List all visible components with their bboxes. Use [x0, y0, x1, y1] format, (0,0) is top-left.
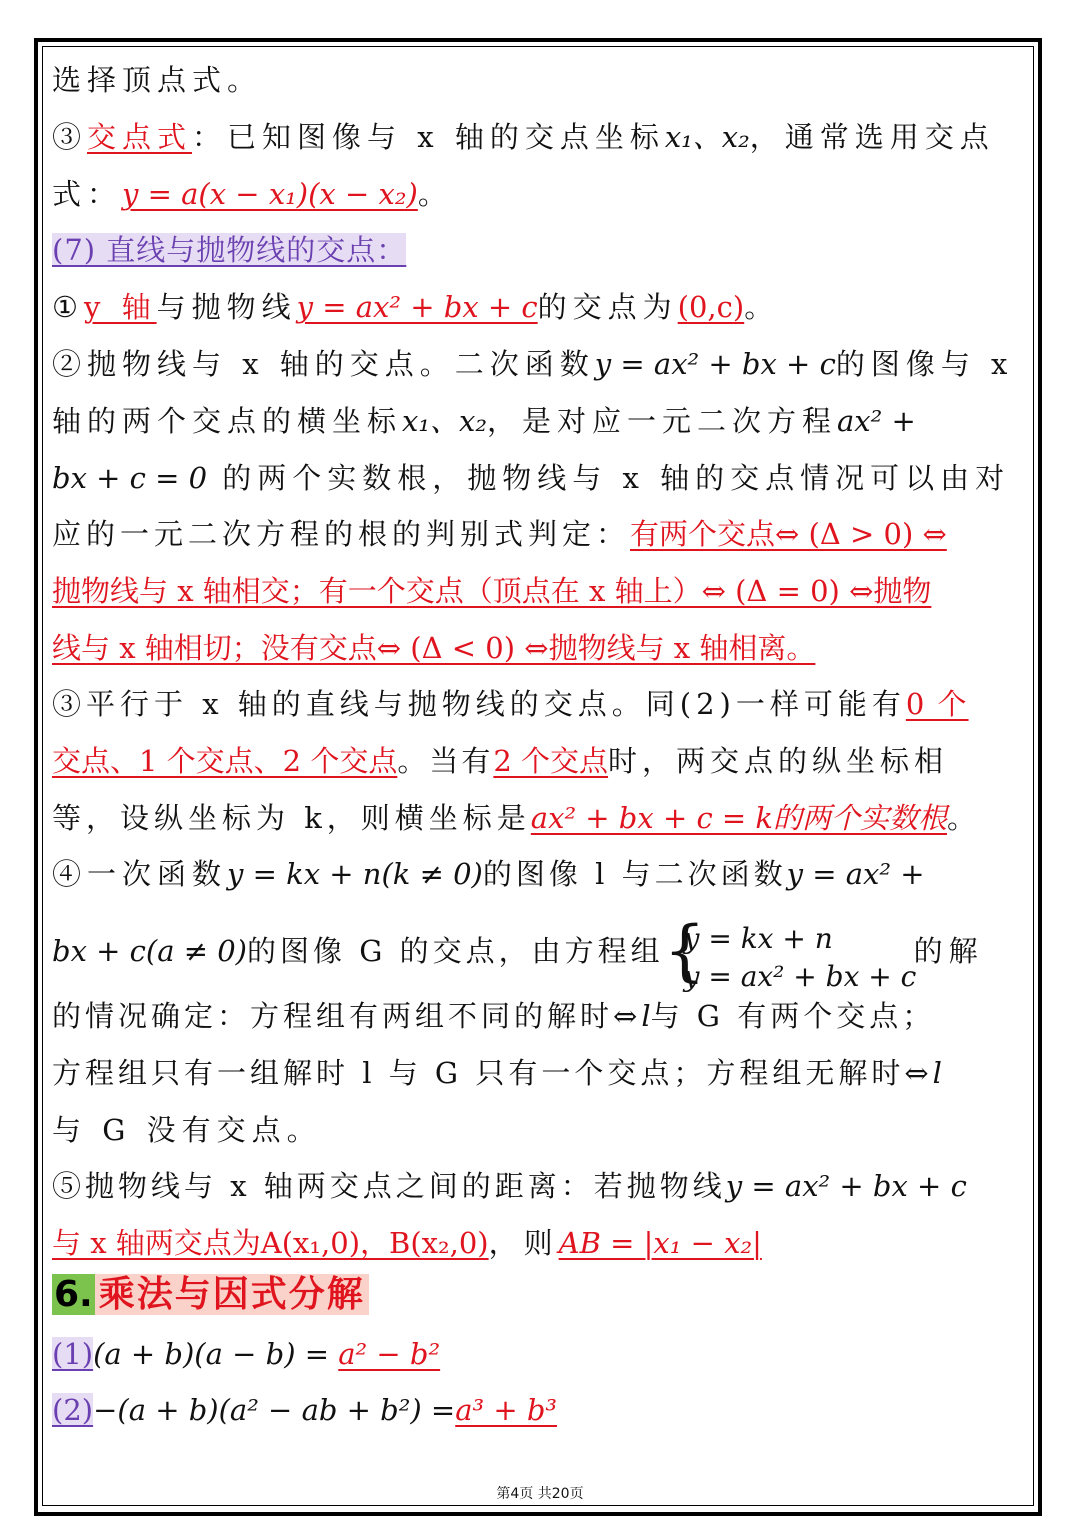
text: ⑤抛物线与 x 轴两交点之间的距离：若抛物线 — [52, 1169, 726, 1203]
section-title: 乘法与因式分解 — [95, 1274, 369, 1315]
page-footer: 第4页 共20页 — [496, 1486, 584, 1502]
text: 轴的两个交点的横坐标 — [52, 404, 403, 438]
section-heading — [52, 1270, 369, 1320]
text-line — [52, 458, 1010, 498]
text-line — [52, 401, 916, 441]
highlight-formula: ax² + bx + c = k的两个实数根 — [530, 801, 948, 835]
math: x₁、x₂ — [402, 404, 487, 438]
text-line — [52, 741, 948, 781]
math: ax² + — [837, 404, 916, 438]
text-line — [52, 798, 982, 838]
text-line — [52, 1166, 967, 1206]
text: 的情况确定：方程组有两组不同的解时⇔ — [52, 999, 642, 1033]
math: y = ax² + bx + c — [725, 1169, 967, 1203]
text-line — [52, 60, 262, 100]
text: 等，设纵坐标为 k，则横坐标是 — [52, 801, 531, 835]
highlight-text: 线与 x 轴相切；没有交点⇔ (Δ < 0) ⇔抛物线与 x 轴相离。 — [52, 631, 816, 665]
highlight-term: y 轴 — [84, 290, 157, 324]
text-line — [52, 854, 925, 894]
text: ，通常选用交点 — [749, 120, 995, 154]
highlight-formula: AB = |x₁ − x₂| — [558, 1226, 762, 1260]
math: y = kx + n(k ≠ 0) — [227, 857, 483, 891]
math: bx + c(a ≠ 0) — [52, 934, 247, 968]
text: ④一次函数 — [52, 857, 228, 891]
text-line — [52, 628, 815, 668]
math: y = ax² + — [786, 857, 925, 891]
highlight-formula: y = a(x − x₁)(x − x₂) — [122, 177, 418, 211]
system-row: y = kx + n — [683, 922, 833, 955]
text: 方程组只有一组解时 l 与 G 只有一个交点；方程组无解时⇔ — [52, 1056, 933, 1090]
text: 式： — [52, 177, 123, 211]
text: ②抛物线与 x 轴的交点。二次函数 — [52, 347, 595, 381]
highlight-text: 与 x 轴两交点为A(x₁,0)，B(x₂,0) — [52, 1226, 489, 1260]
text: 。 — [417, 177, 453, 211]
math: l — [641, 999, 651, 1033]
formula-label: (2) — [52, 1393, 94, 1427]
text: 与 G 没有交点。 — [52, 1113, 322, 1147]
text-line — [52, 514, 947, 554]
section-number: 6. — [54, 1274, 93, 1315]
text: 与抛物线 — [156, 290, 297, 324]
text: 选择顶点式。 — [52, 63, 263, 97]
math: x₁、x₂ — [664, 120, 750, 154]
text: 的图像 l 与二次函数 — [482, 857, 787, 891]
text: 的两个实数根，抛物线与 x 轴的交点情况可以由对 — [207, 461, 1011, 495]
text-line — [52, 571, 931, 611]
math: bx + c = 0 — [52, 461, 208, 495]
text-line — [52, 1053, 942, 1093]
formula-label: (1) — [52, 1337, 94, 1371]
text: 时，两交点的纵坐标相 — [608, 744, 949, 778]
highlight-term: (0,c) — [677, 290, 745, 324]
math: l — [932, 1056, 942, 1090]
system-row: y = ax² + bx + c — [683, 960, 917, 993]
formula-line — [52, 1334, 440, 1374]
highlight-text: 有两个交点⇔ (Δ > 0) ⇔ — [630, 517, 947, 551]
text-line — [52, 117, 995, 157]
highlight-formula: y = ax² + bx + c — [296, 290, 538, 324]
text: ，是对应一元二次方程 — [486, 404, 837, 438]
highlight-term: 0 个 — [905, 687, 969, 721]
math: y = ax² + bx + c — [594, 347, 836, 381]
text: 的图像与 x — [835, 347, 1014, 381]
text: 与 G 有两个交点； — [650, 999, 936, 1033]
text: 。 — [947, 801, 983, 835]
text: 应的一元二次方程的根的判别式判定： — [52, 517, 631, 551]
subheading-line — [52, 230, 406, 270]
highlight-text: 抛物线与 x 轴相交；有一个交点（顶点在 x 轴上）⇔ (Δ = 0) ⇔抛物 — [52, 574, 932, 608]
text-line — [52, 1110, 322, 1150]
text: 的交点为 — [537, 290, 678, 324]
subheading: (7) 直线与抛物线的交点： — [52, 233, 407, 267]
brace-icon: { — [663, 912, 706, 989]
text: ③平行于 x 轴的直线与抛物线的交点。同(2)一样可能有 — [52, 687, 906, 721]
equation-system — [663, 912, 917, 993]
text-line — [52, 912, 984, 993]
text: ，则 — [488, 1226, 559, 1260]
text: ：已知图像与 x 轴的交点坐标 — [192, 120, 665, 154]
text: 。 — [744, 290, 780, 324]
highlight-term: 交点式 — [87, 120, 193, 154]
text-line — [52, 287, 779, 327]
highlight-term: 2 个交点 — [493, 744, 609, 778]
text-line — [52, 344, 1013, 384]
text-line — [52, 174, 453, 214]
text-line — [52, 684, 969, 724]
highlight-formula: a² − b² — [338, 1337, 441, 1371]
item-marker: ③ — [52, 120, 88, 154]
text-line — [52, 996, 935, 1036]
highlight-term: 交点、1 个交点、2 个交点 — [52, 744, 398, 778]
text: 的解 — [913, 934, 984, 968]
text: 的图像 G 的交点，由方程组 — [247, 934, 664, 968]
math: −(a + b)(a² − ab + b²) = — [93, 1393, 456, 1427]
highlight-formula: a³ + b³ — [455, 1393, 558, 1427]
item-marker: ① — [52, 290, 84, 324]
text: 。当有 — [397, 744, 494, 778]
math: (a + b)(a − b) = — [93, 1337, 339, 1371]
formula-line — [52, 1390, 557, 1430]
text-line — [52, 1223, 762, 1263]
